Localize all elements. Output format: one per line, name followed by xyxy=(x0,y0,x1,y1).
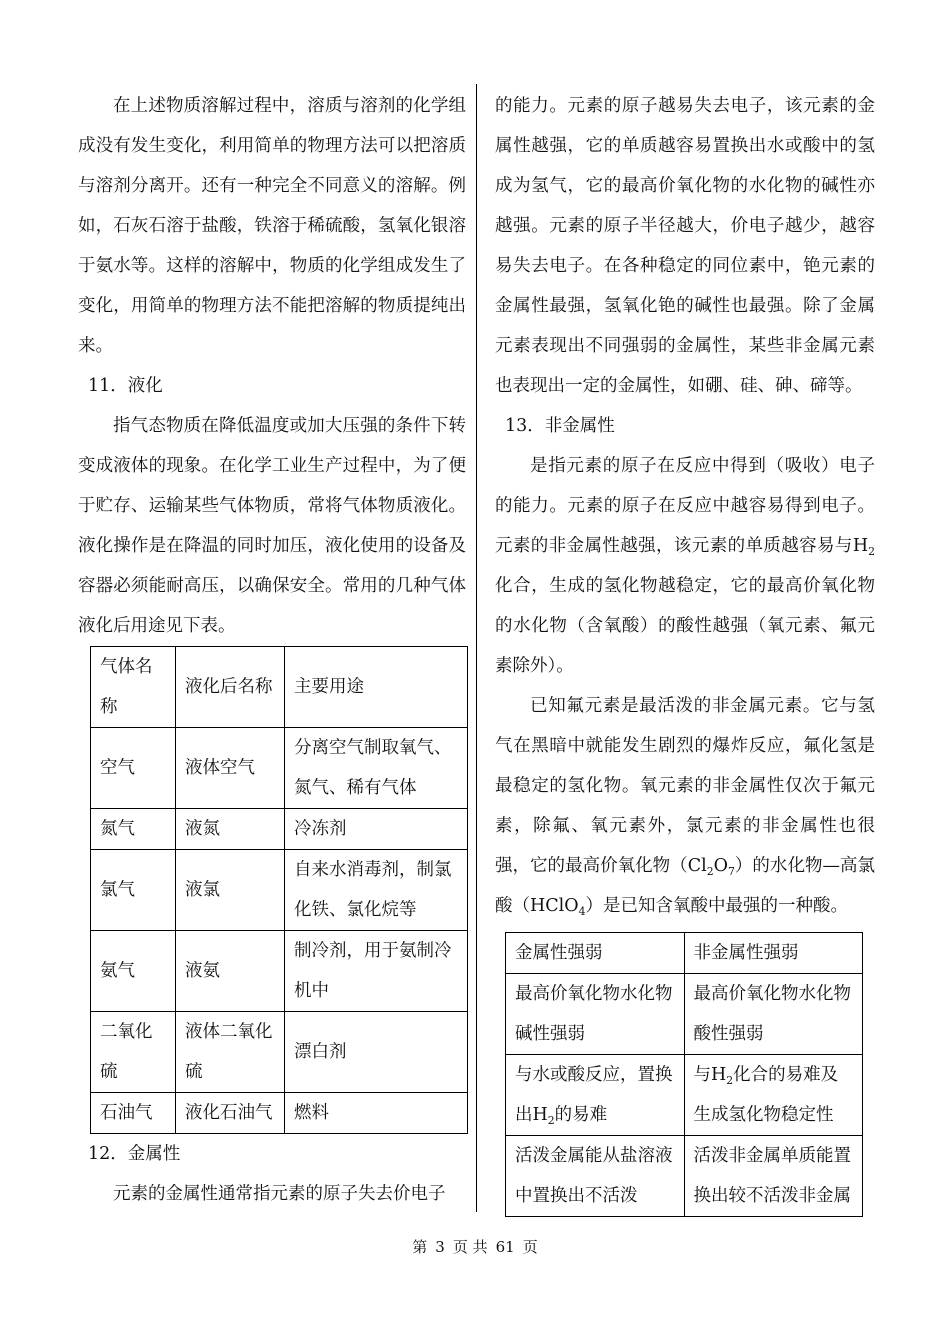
nonmetal-text-2: 化合，生成的氢化物越稳定，它的最高价氧化物的水化物（含氧酸）的酸性越强（氧元素、氟元素除外）。 xyxy=(495,576,875,676)
table-cell: 液氮 xyxy=(176,809,285,850)
table-cell: 与$H_2$化合的易难及生成氢化物稳定性 xyxy=(684,1055,863,1136)
table-cell: 漂白剂 xyxy=(285,1012,468,1093)
paragraph-fluorine xyxy=(495,686,875,926)
table-cell: 自来水消毒剂，制氯化铁、氯化烷等 xyxy=(285,850,468,931)
section-heading-liquefaction: 11．液化 xyxy=(88,376,163,396)
table-row xyxy=(91,1012,468,1093)
table-cell: 液氨 xyxy=(176,931,285,1012)
table-cell: 石油气 xyxy=(91,1093,176,1134)
section-heading-nonmetallic: 13．非金属性 xyxy=(505,416,615,436)
table-cell: 空气 xyxy=(91,728,176,809)
table-cell: 液氯 xyxy=(176,850,285,931)
table-cell: 冷冻剂 xyxy=(285,809,468,850)
table-header-row xyxy=(91,647,468,728)
table-header-cell: 气体名称 xyxy=(91,647,176,728)
paragraph-metallic-start: 元素的金属性通常指元素的原子失去价电子 xyxy=(113,1184,446,1204)
nonmetal-text-1: 是指元素的原子在反应中得到（吸收）电子的能力。元素的原子在反应中越容易得到电子。元素的非金属性越强，该元素的单质越容易与 xyxy=(495,456,875,556)
table-header-cell: 液化后名称 xyxy=(176,647,285,728)
formula-h2: $H_2$ xyxy=(532,1105,555,1127)
table-cell: 活泼非金属单质能置换出较不活泼非金属 xyxy=(684,1136,863,1217)
table-cell: 氯气 xyxy=(91,850,176,931)
footer-mid: 页 共 xyxy=(452,1238,488,1256)
table-cell: 最高价氧化物水化物酸性强弱 xyxy=(684,974,863,1055)
section-heading-metallic: 12．金属性 xyxy=(88,1144,181,1164)
paragraph-dissolution: 在上述物质溶解过程中，溶质与溶剂的化学组成没有发生变化，利用简单的物理方法可以把溶质与溶剂分离开。还有一种完全不同意义的溶解。例如，石灰石溶于盐酸，铁溶于稀硫酸，氢氧化银溶于氨水等。这样的溶解中，物质的化学组成发生了变化，用简单的物理方法不能把溶解的物质提纯出来。 xyxy=(78,96,466,356)
right-column xyxy=(495,86,875,1217)
table-row xyxy=(91,850,468,931)
table-row xyxy=(506,1055,863,1136)
table-cell: 活泼金属能从盐溶液中置换出不活泼 xyxy=(506,1136,685,1217)
fluorine-text-2: ）的水化物—高氯酸（ xyxy=(495,856,876,916)
table-header-row xyxy=(506,933,863,974)
table-header-cell: 主要用途 xyxy=(285,647,468,728)
table-row xyxy=(506,974,863,1055)
footer-prefix: 第 xyxy=(412,1238,428,1256)
table-row xyxy=(91,809,468,850)
formula-hclo4: HClO$_4$ xyxy=(530,896,586,918)
fluorine-text-3: ）是已知含氧酸中最强的一种酸。 xyxy=(585,896,849,916)
table-row xyxy=(91,1093,468,1134)
fluorine-text-1: 已知氟元素是最活泼的非金属元素。它与氢气在黑暗中就能发生剧烈的爆炸反应，氟化氢是最稳定的氢化物。氧元素的非金属性仅次于氟元素，除氟、氧元素外，氯元素的非金属性也很强，它的最高价氧化物（ xyxy=(495,696,875,876)
total-pages: 61 xyxy=(495,1238,515,1256)
table-cell: 液化石油气 xyxy=(176,1093,285,1134)
page-number: 3 xyxy=(435,1238,445,1256)
table-cell: 氨气 xyxy=(91,931,176,1012)
paragraph-nonmetallic xyxy=(495,446,875,686)
left-column xyxy=(78,86,466,1214)
formula-h2: $H_2$ xyxy=(852,536,875,558)
table-cell: 燃料 xyxy=(285,1093,468,1134)
gas-liquefaction-table xyxy=(90,646,468,1134)
column-divider xyxy=(476,84,477,1212)
formula-cl2o7: $Cl_2O_7$ xyxy=(687,856,735,878)
table-header-cell: 非金属性强弱 xyxy=(684,933,863,974)
metal-nonmetal-comparison-table xyxy=(505,932,863,1217)
table-cell: 制冷剂，用于氨制冷机中 xyxy=(285,931,468,1012)
table-row xyxy=(91,931,468,1012)
table-cell: 二氧化硫 xyxy=(91,1012,176,1093)
table-cell: 氮气 xyxy=(91,809,176,850)
paragraph-metallic-continued: 的能力。元素的原子越易失去电子，该元素的金属性越强，它的单质越容易置换出水或酸中的氢成为氢气，它的最高价氧化物的水化物的碱性亦越强。元素的原子半径越大，价电子越少，越容易失去电子。在各种稳定的同位素中，铯元素的金属性最强，氢氧化铯的碱性也最强。除了金属元素表现出不同强弱的金属性，某些非金属元素也表现出一定的金属性，如硼、硅、砷、碲等。 xyxy=(495,96,875,396)
page-footer xyxy=(0,1236,950,1257)
table-cell: 液体空气 xyxy=(176,728,285,809)
footer-suffix: 页 xyxy=(522,1238,538,1256)
paragraph-liquefaction: 指气态物质在降低温度或加大压强的条件下转变成液体的现象。在化学工业生产过程中，为了便于贮存、运输某些气体物质，常将气体物质液化。液化操作是在降温的同时加压，液化使用的设备及容器必须能耐高压，以确保安全。常用的几种气体液化后用途见下表。 xyxy=(78,416,466,636)
table-row xyxy=(91,728,468,809)
formula-h2: $H_2$ xyxy=(711,1065,734,1087)
table-cell: 液体二氧化硫 xyxy=(176,1012,285,1093)
table-cell: 与水或酸反应，置换出$H_2$的易难 xyxy=(506,1055,685,1136)
table-header-cell: 金属性强弱 xyxy=(506,933,685,974)
table-cell: 分离空气制取氧气、氮气、稀有气体 xyxy=(285,728,468,809)
table-row xyxy=(506,1136,863,1217)
table-cell: 最高价氧化物水化物碱性强弱 xyxy=(506,974,685,1055)
